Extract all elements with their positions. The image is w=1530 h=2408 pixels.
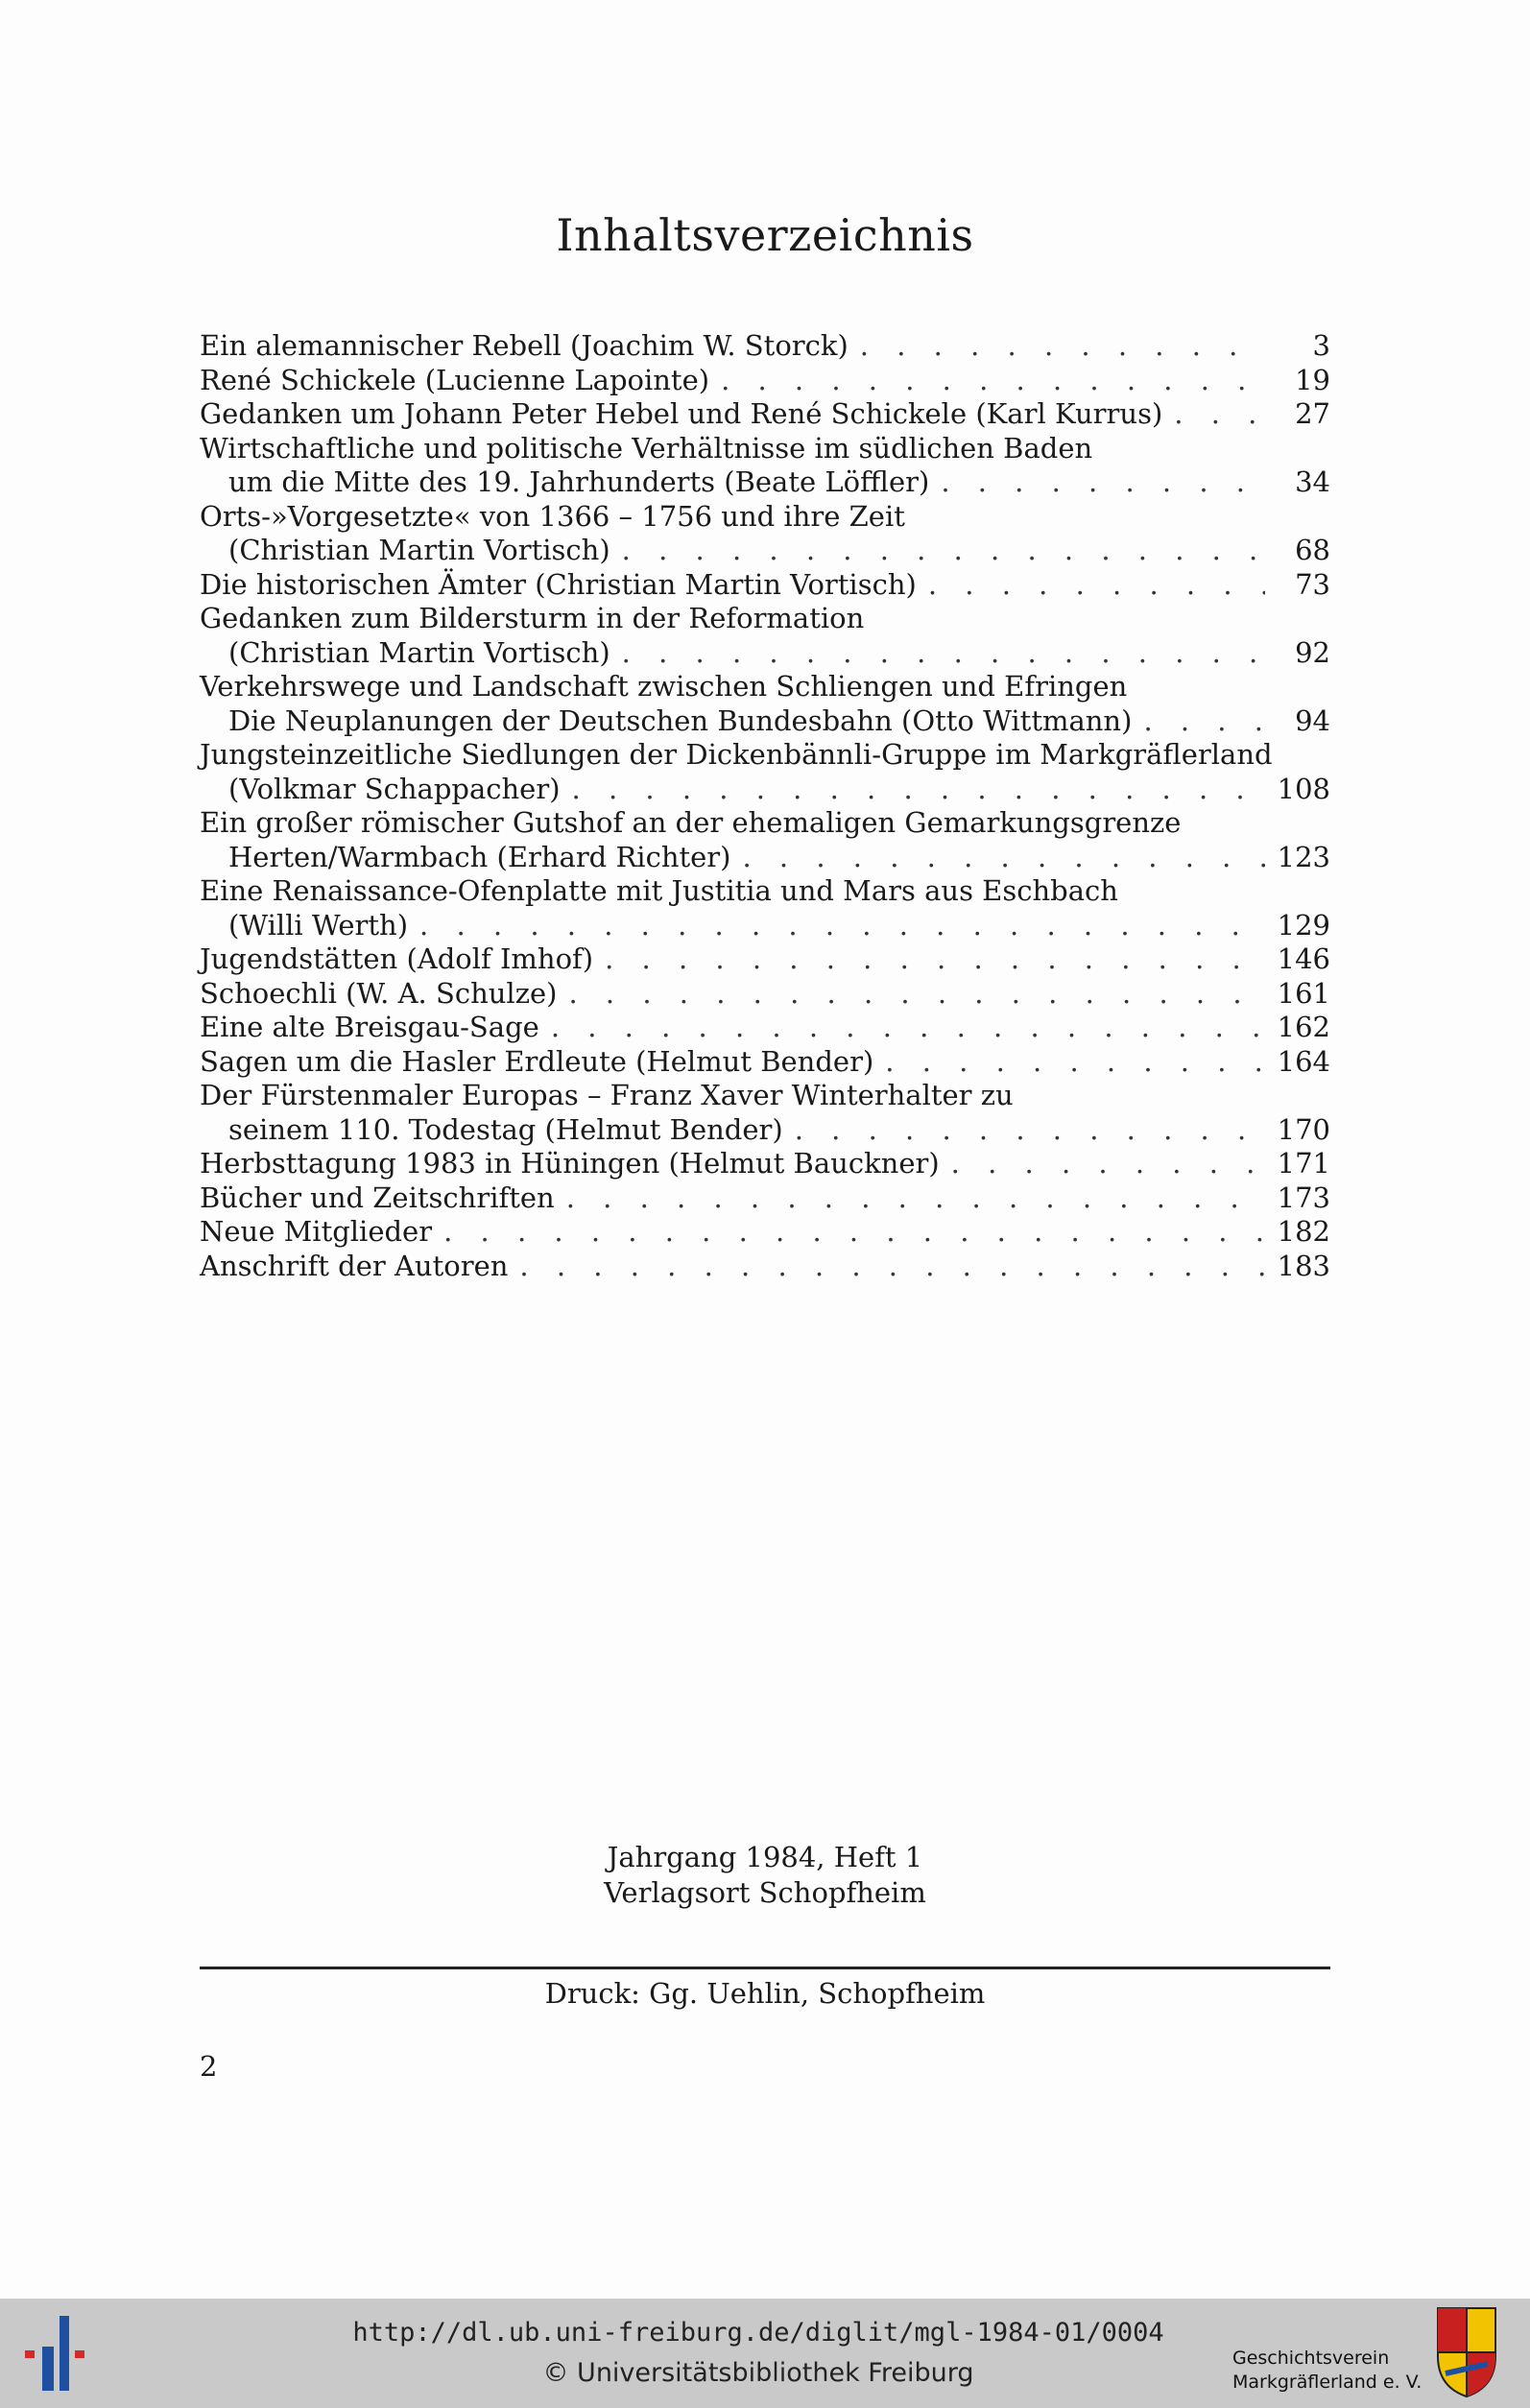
toc-entry bbox=[200, 670, 1330, 738]
toc-page-number: 170 bbox=[1277, 1112, 1330, 1146]
toc-entry bbox=[200, 397, 1330, 432]
toc-page-number: 19 bbox=[1295, 363, 1330, 396]
toc-page-number: 183 bbox=[1277, 1249, 1330, 1282]
toc-page-number: 73 bbox=[1295, 567, 1330, 601]
toc-entry-title: Sagen um die Hasler Erdleute (Helmut Bender) bbox=[200, 1044, 874, 1078]
page-title: Inhaltsverzeichnis bbox=[556, 209, 974, 261]
page-number: 2 bbox=[200, 2050, 218, 2083]
toc-entry-title: Eine alte Breisgau-Sage bbox=[200, 1011, 539, 1043]
dot-leader bbox=[795, 1113, 1265, 1148]
dot-leader bbox=[1174, 397, 1265, 432]
toc-line bbox=[200, 1215, 1330, 1250]
toc-page-number: 68 bbox=[1295, 534, 1330, 566]
dot-leader bbox=[443, 1215, 1265, 1250]
toc-entry bbox=[200, 1147, 1330, 1181]
society-name bbox=[1232, 2347, 1422, 2395]
toc-entry-title: Bücher und Zeitschriften bbox=[200, 1180, 555, 1214]
toc-page-number: 129 bbox=[1277, 908, 1330, 942]
toc-line bbox=[200, 1113, 1330, 1148]
toc-entry bbox=[200, 432, 1330, 500]
printer-credit: Druck: Gg. Uehlin, Schopfheim bbox=[544, 1977, 986, 2010]
toc-entry bbox=[200, 977, 1330, 1012]
toc-entry bbox=[200, 1045, 1330, 1080]
toc-entry bbox=[200, 1181, 1330, 1216]
toc-entry-title: (Christian Martin Vortisch) bbox=[228, 534, 610, 566]
toc-page-number: 92 bbox=[1295, 635, 1330, 669]
toc-entry bbox=[200, 1215, 1330, 1250]
toc-line bbox=[200, 568, 1330, 603]
toc-entry-title: (Willi Werth) bbox=[228, 908, 409, 942]
toc-line bbox=[200, 1250, 1330, 1284]
toc-entry bbox=[200, 806, 1330, 874]
toc-entry-title: Ein großer römischer Gutshof an der ehemaligen Gemarkungsgrenze bbox=[200, 806, 1182, 839]
toc-line bbox=[200, 1011, 1330, 1045]
toc-line bbox=[200, 636, 1330, 671]
dot-leader bbox=[622, 534, 1265, 568]
society-name-line2: Markgräflerland e. V. bbox=[1232, 2372, 1422, 2393]
toc-entry bbox=[200, 1079, 1330, 1147]
copyright-notice: © Universitätsbibliothek Freiburg bbox=[542, 2358, 974, 2388]
toc-entry bbox=[200, 329, 1330, 364]
dot-leader bbox=[572, 773, 1265, 807]
toc-entry bbox=[200, 942, 1330, 977]
toc-entry-title: Die historischen Ämter (Christian Martin Vortisch) bbox=[200, 567, 917, 601]
toc-line bbox=[200, 1181, 1330, 1216]
toc-page-number: 34 bbox=[1295, 465, 1330, 498]
toc-entry bbox=[200, 738, 1330, 806]
toc-entry-title: Die Neuplanungen der Deutschen Bundesbahn (Otto Wittmann) bbox=[228, 703, 1133, 737]
coat-of-arms-icon bbox=[1436, 2306, 1497, 2398]
dot-leader bbox=[951, 1147, 1265, 1181]
toc-page-number: 27 bbox=[1295, 397, 1330, 430]
toc-line bbox=[200, 704, 1330, 739]
toc-line bbox=[200, 670, 1330, 704]
toc-line bbox=[200, 364, 1330, 398]
imprint-volume: Jahrgang 1984, Heft 1 bbox=[607, 1841, 923, 1873]
toc-entry-title: seinem 110. Todestag (Helmut Bender) bbox=[228, 1112, 783, 1146]
toc-entry-title: Jugendstätten (Adolf Imhof) bbox=[200, 942, 594, 975]
toc-entry bbox=[200, 602, 1330, 670]
toc-entry-title: Ein alemannischer Rebell (Joachim W. Storck) bbox=[200, 329, 849, 362]
toc-entry bbox=[200, 500, 1330, 568]
toc-entry-title: Herten/Warmbach (Erhard Richter) bbox=[228, 840, 731, 873]
dot-leader bbox=[419, 909, 1265, 943]
toc-entry-title: (Volkmar Schappacher) bbox=[228, 772, 561, 805]
toc-entry-title: Neue Mitglieder bbox=[200, 1215, 433, 1248]
dot-leader bbox=[721, 364, 1265, 398]
toc-entry-title: René Schickele (Lucienne Lapointe) bbox=[200, 363, 710, 396]
dot-leader bbox=[1143, 704, 1265, 739]
toc-entry bbox=[200, 1250, 1330, 1284]
toc-entry-title: (Christian Martin Vortisch) bbox=[228, 635, 610, 669]
dot-leader bbox=[605, 942, 1265, 977]
dot-leader bbox=[860, 329, 1265, 364]
viewer-footer bbox=[0, 2299, 1530, 2408]
toc-entry-title: Eine Renaissance-Ofenplatte mit Justitia und Mars aus Eschbach bbox=[200, 874, 1118, 907]
toc-line bbox=[200, 909, 1330, 943]
toc-line bbox=[200, 1045, 1330, 1080]
toc-page-number: 146 bbox=[1277, 942, 1330, 975]
toc-entry bbox=[200, 1011, 1330, 1045]
document-url-link[interactable]: http://dl.ub.uni-freiburg.de/diglit/mgl-1984-01/0004 bbox=[352, 2318, 1164, 2348]
toc-line bbox=[200, 432, 1330, 466]
table-of-contents bbox=[200, 329, 1330, 1283]
toc-page-number: 108 bbox=[1277, 772, 1330, 805]
toc-page-number: 162 bbox=[1277, 1011, 1330, 1043]
toc-page-number: 94 bbox=[1295, 703, 1330, 737]
toc-entry-title: Anschrift der Autoren bbox=[200, 1249, 509, 1282]
dot-leader bbox=[568, 977, 1265, 1012]
dot-leader bbox=[743, 841, 1266, 875]
imprint bbox=[0, 1840, 1530, 1911]
dot-leader bbox=[551, 1011, 1265, 1045]
toc-entry-title: Der Fürstenmaler Europas – Franz Xaver Winterhalter zu bbox=[200, 1079, 1014, 1111]
toc-line bbox=[200, 397, 1330, 432]
toc-entry-title: um die Mitte des 19. Jahrhunderts (Beate Löffler) bbox=[228, 465, 930, 498]
toc-entry bbox=[200, 364, 1330, 398]
toc-line bbox=[200, 738, 1330, 773]
toc-page-number: 3 bbox=[1312, 329, 1330, 362]
toc-entry bbox=[200, 568, 1330, 603]
dot-leader bbox=[519, 1250, 1265, 1284]
toc-entry-title: Gedanken zum Bildersturm in der Reformation bbox=[200, 602, 865, 634]
toc-line bbox=[200, 874, 1330, 909]
society-name-line1: Geschichtsverein bbox=[1232, 2348, 1390, 2369]
toc-line bbox=[200, 534, 1330, 568]
toc-line bbox=[200, 329, 1330, 364]
toc-line bbox=[200, 465, 1330, 500]
toc-entry-title: Wirtschaftliche und politische Verhältnisse im südlichen Baden bbox=[200, 431, 1093, 465]
toc-line bbox=[200, 942, 1330, 977]
toc-entry-title: Verkehrswege und Landschaft zwischen Schliengen und Efringen bbox=[200, 670, 1128, 703]
toc-line bbox=[200, 841, 1330, 875]
toc-page-number: 123 bbox=[1277, 840, 1330, 873]
toc-entry bbox=[200, 874, 1330, 942]
toc-page-number: 164 bbox=[1277, 1044, 1330, 1078]
toc-page-number: 161 bbox=[1277, 976, 1330, 1010]
toc-entry-title: Herbsttagung 1983 in Hüningen (Helmut Bauckner) bbox=[200, 1147, 940, 1180]
dot-leader bbox=[928, 568, 1265, 603]
toc-entry-title: Jungsteinzeitliche Siedlungen der Dickenbännli-Gruppe im Markgräflerland bbox=[200, 738, 1273, 771]
dot-leader bbox=[622, 636, 1265, 671]
dot-leader bbox=[566, 1181, 1265, 1216]
imprint-place: Verlagsort Schopfheim bbox=[604, 1876, 926, 1909]
toc-line bbox=[200, 806, 1330, 841]
toc-page-number: 171 bbox=[1277, 1147, 1330, 1180]
toc-line bbox=[200, 1147, 1330, 1181]
horizontal-rule bbox=[200, 1967, 1330, 1969]
dot-leader bbox=[885, 1045, 1265, 1080]
toc-line bbox=[200, 773, 1330, 807]
dot-leader bbox=[941, 465, 1265, 500]
toc-line bbox=[200, 1079, 1330, 1113]
toc-page-number: 173 bbox=[1277, 1180, 1330, 1214]
toc-entry-title: Schoechli (W. A. Schulze) bbox=[200, 976, 558, 1010]
toc-entry-title: Gedanken um Johann Peter Hebel und René Schickele (Karl Kurrus) bbox=[200, 397, 1163, 430]
toc-line bbox=[200, 602, 1330, 636]
toc-entry-title: Orts-»Vorgesetzte« von 1366 – 1756 und ihre Zeit bbox=[200, 499, 905, 533]
toc-line bbox=[200, 500, 1330, 535]
toc-page-number: 182 bbox=[1277, 1215, 1330, 1248]
toc-line bbox=[200, 977, 1330, 1012]
